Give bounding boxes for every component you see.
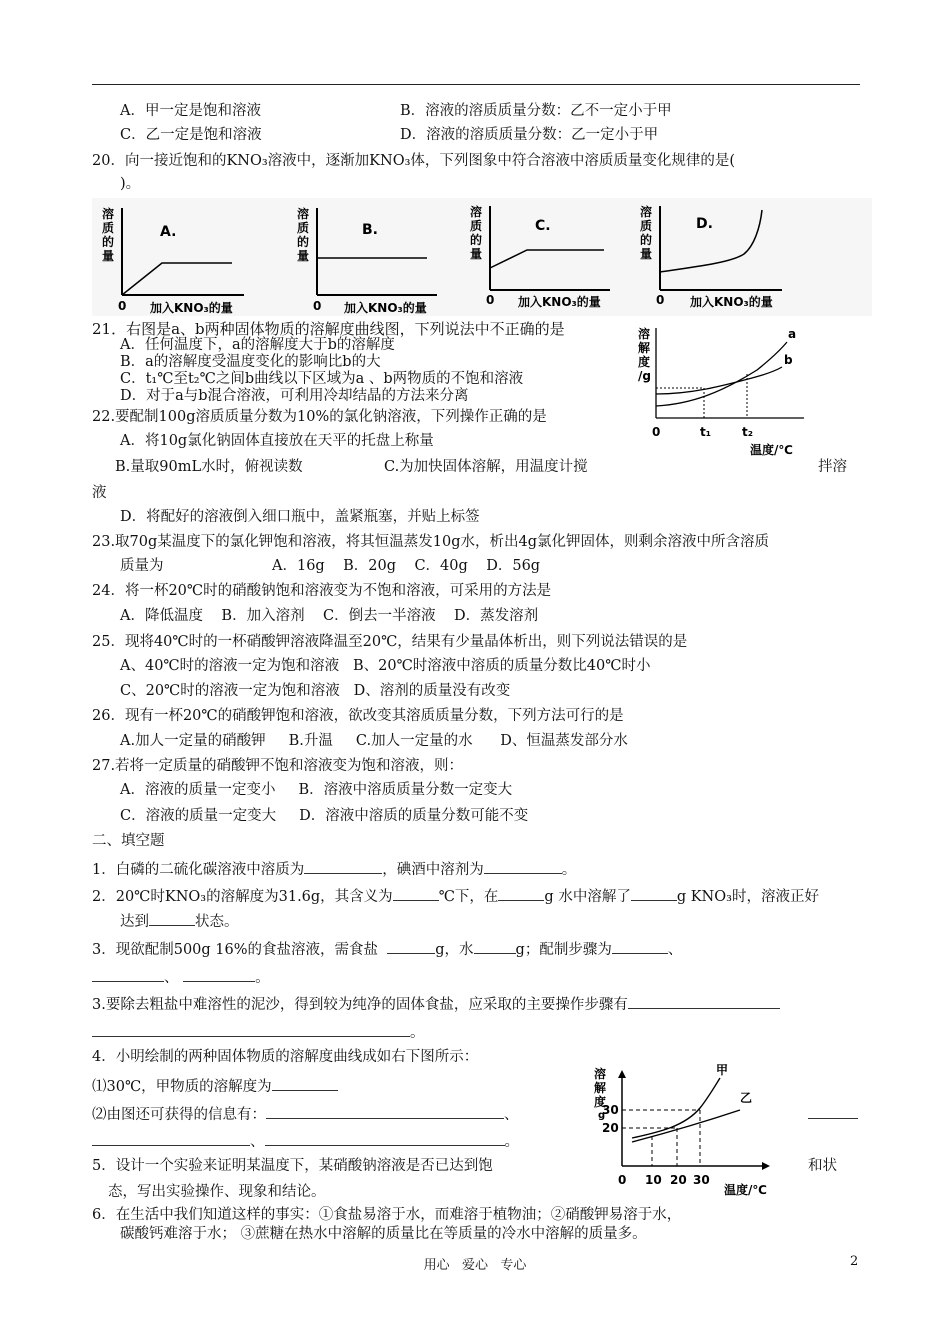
blank[interactable] xyxy=(92,966,164,982)
blank[interactable] xyxy=(484,858,562,874)
f4-ylabel-1: 解 xyxy=(594,1081,607,1095)
blank[interactable] xyxy=(808,1103,858,1119)
fill-5: 5．设计一个实验来证明某温度下，某硝酸钠溶液是否已达到饱 xyxy=(92,1158,493,1174)
graph-a-ylabel-2: 的 xyxy=(102,235,115,249)
graph-a-origin: 0 xyxy=(118,299,127,313)
q25-line1: A、40℃时的溶液一定为饱和溶液 B、20℃时溶液中溶质的质量分数比40℃时小 xyxy=(120,658,651,674)
q24-options: A．降低温度 B．加入溶剂 C．倒去一半溶液 D．蒸发溶剂 xyxy=(120,608,539,624)
graph-d-xlabel: 加入KNO₃的量 xyxy=(690,295,773,309)
fill-6: 6．在生活中我们知道这样的事实：①食盐易溶于水，而难溶于植物油；②硝酸钾易溶于水， xyxy=(92,1207,682,1223)
fill-6-cont: 碳酸钙难溶于水； ③蔗糖在热水中溶解的质量比在等质量的冷水中溶解的质量多。 xyxy=(120,1226,647,1242)
blank[interactable] xyxy=(498,885,544,901)
fill-4-stem: 4．小明绘制的两种固体物质的溶解度曲线成如右下图所示： xyxy=(92,1049,479,1065)
blank[interactable] xyxy=(631,885,677,901)
q27-line1: A．溶液的质量一定变小 B．溶液中溶质质量分数一定变大 xyxy=(120,782,513,798)
q21-solubility-chart xyxy=(632,322,812,462)
q21-ylabel-3: /g xyxy=(638,369,651,383)
q21-t2: t₂ xyxy=(742,425,753,439)
q21-xlabel: 温度/℃ xyxy=(750,443,793,457)
graph-c-ylabel-1: 质 xyxy=(470,219,483,233)
f4-xtick-10: 10 xyxy=(645,1173,662,1187)
graph-c-xlabel: 加入KNO₃的量 xyxy=(518,295,601,309)
fill-5-end: 和状 xyxy=(808,1158,837,1174)
graph-d-origin: 0 xyxy=(656,293,665,307)
q26-options: A.加人一定量的硝酸钾 B.升温 C.加人一定量的水 D、恒温蒸发部分水 xyxy=(120,733,628,749)
blank[interactable] xyxy=(265,1130,505,1146)
q23-stem: 23.取70g某温度下的氯化钾饱和溶液，将其恒温蒸发10g水，析出4g氯化钾固体，则剩余溶液中所含溶质 xyxy=(92,534,770,550)
f4-ytick-20: 20 xyxy=(602,1121,619,1135)
graph-c-ylabel-2: 的 xyxy=(470,233,483,247)
blank[interactable] xyxy=(266,1103,504,1119)
fill-4-p1: ⑴30℃，甲物质的溶解度为 xyxy=(92,1075,338,1097)
q26-stem: 26．现有一杯20℃的硝酸钾饱和溶液，欲改变其溶质质量分数，下列方法可行的是 xyxy=(92,708,624,724)
f4-ylabel-2: 度 xyxy=(594,1095,607,1109)
graph-b-ylabel-1: 质 xyxy=(297,221,310,235)
fill-5-cont: 态，写出实验操作、现象和结论。 xyxy=(108,1184,326,1200)
q19-option-d: D．溶液的溶质质量分数：乙一定小于甲 xyxy=(400,127,659,143)
q21-ylabel-1: 解 xyxy=(638,341,651,355)
fill-1: 1．白磷的二硫化碳溶液中溶质为 ，碘酒中溶剂为 。 xyxy=(92,858,576,880)
graph-b-origin: 0 xyxy=(313,299,322,313)
graph-a-ylabel-3: 量 xyxy=(102,249,115,263)
blank[interactable] xyxy=(92,1021,410,1037)
q22-stem: 22.要配制100g溶质质量分数为10%的氯化钠溶液，下列操作正确的是 xyxy=(92,409,547,425)
blank[interactable] xyxy=(393,885,439,901)
q22-option-d: D．将配好的溶液倒入细口瓶中，盖紧瓶塞，并贴上标签 xyxy=(120,509,480,525)
page-footer: 用心 爱心 专心 xyxy=(423,1258,527,1273)
q21-origin: 0 xyxy=(652,425,661,439)
q19-option-b: B．溶液的溶质质量分数：乙不一定小于甲 xyxy=(400,103,672,119)
fill-4-p2-cont: 、 。 xyxy=(92,1130,519,1152)
q21-t1: t₁ xyxy=(700,425,711,439)
fill-3: 3．现欲配制500g 16%的食盐溶液，需食盐 g，水 g；配制步骤为 、 xyxy=(92,938,682,960)
q22-option-c-wrap: 液 xyxy=(92,485,107,501)
fill-3b: 3.要除去粗盐中难溶性的泥沙，得到较为纯净的固体食盐，应采取的主要操作步骤有 xyxy=(92,993,780,1015)
q22-option-c-end: 拌溶 xyxy=(818,459,847,475)
q21-stem: 21．右图是a、b两种固体物质的溶解度曲线图，下列说法中不正确的是 xyxy=(92,320,565,338)
q21-option-c: C．t₁℃至t₂℃之间b曲线以下区域为a 、b两物质的不饱和溶液 xyxy=(120,371,524,387)
graph-a-ylabel-1: 质 xyxy=(102,221,115,235)
q20-stem-end: )。 xyxy=(120,176,141,192)
q20-graphs xyxy=(92,198,872,316)
q24-stem: 24．将一杯20℃时的硝酸钠饱和溶液变为不饱和溶液，可采用的方法是 xyxy=(92,583,552,599)
fill-2-cont: 达到 状态。 xyxy=(120,910,239,932)
q21-ylabel-0: 溶 xyxy=(638,327,651,341)
graph-d-ylabel-1: 质 xyxy=(640,219,653,233)
q20-stem: 20．向一接近饱和的KNO₃溶液中，逐渐加KNO₃体，下列图象中符合溶液中溶质质量变化规律的是( xyxy=(92,153,736,169)
q19-option-c: C．乙一定是饱和溶液 xyxy=(120,127,262,143)
page-number: 2 xyxy=(850,1254,859,1269)
graph-c-letter: C. xyxy=(535,218,551,234)
f4-curve2-label: 乙 xyxy=(740,1091,753,1105)
q22-option-b: B.量取90mL水时，俯视读数 xyxy=(115,459,303,475)
graph-c-origin: 0 xyxy=(486,293,495,307)
q21-option-a: A．任何温度下，a的溶解度大于b的溶解度 xyxy=(120,337,395,353)
q23-stem-end: 质量为 xyxy=(120,558,164,574)
q21-curve-a-label: a xyxy=(788,327,797,341)
f4-xlabel: 温度/℃ xyxy=(724,1183,767,1197)
q27-stem: 27.若将一定质量的硝酸钾不饱和溶液变为饱和溶液，则： xyxy=(92,758,464,774)
blank[interactable] xyxy=(272,1075,338,1091)
blank[interactable] xyxy=(92,1130,250,1146)
q25-stem: 25．现将40℃时的一杯硝酸钾溶液降温至20℃，结果有少量晶体析出，则下列说法错误的是 xyxy=(92,634,688,650)
q27-line2: C．溶液的质量一定变大 D．溶液中溶质的质量分数可能不变 xyxy=(120,808,529,824)
blank[interactable] xyxy=(149,910,195,926)
f4-ylabel-3: g xyxy=(598,1110,606,1121)
f4-solubility-chart xyxy=(590,1058,800,1198)
graph-b-ylabel-0: 溶 xyxy=(297,207,310,221)
q21-ylabel-2: 度 xyxy=(638,355,651,369)
blank[interactable] xyxy=(304,858,382,874)
q21-option-b: B．a的溶解度受温度变化的影响比b的大 xyxy=(120,354,381,370)
fill-2: 2．20℃时KNO₃的溶解度为31.6g，其含义为 ℃下，在 g 水中溶解了 g KNO₃时，溶液正好 xyxy=(92,885,819,907)
header-rule xyxy=(92,84,860,85)
graph-b-ylabel-3: 量 xyxy=(297,249,310,263)
f4-xtick-20: 20 xyxy=(670,1173,687,1187)
fill-3b-cont: 。 xyxy=(92,1021,425,1043)
blank[interactable] xyxy=(183,966,255,982)
graph-d-letter: D. xyxy=(696,216,713,232)
graph-d-ylabel-0: 溶 xyxy=(640,205,653,219)
graph-a-xlabel: 加入KNO₃的量 xyxy=(150,301,233,315)
q23-options: A．16g B．20g C．40g D．56g xyxy=(272,558,541,574)
q25-line2: C、20℃时的溶液一定为饱和溶液 D、溶剂的质量没有改变 xyxy=(120,683,511,699)
graph-c-ylabel-0: 溶 xyxy=(470,205,483,219)
graph-a-ylabel-0: 溶 xyxy=(102,207,115,221)
blank[interactable] xyxy=(474,938,516,954)
graph-b-letter: B. xyxy=(362,222,378,238)
f4-ylabel-0: 溶 xyxy=(594,1067,607,1081)
fill-3-cont: 、 。 xyxy=(92,966,270,988)
graph-d-ylabel-3: 量 xyxy=(640,247,653,261)
graph-a-letter: A. xyxy=(160,224,177,240)
fill-4-p2: ⑵由图还可获得的信息有： 、 xyxy=(92,1103,519,1125)
f4-xtick-30: 30 xyxy=(693,1173,710,1187)
q22-option-c: C.为加快固体溶解，用温度计搅 xyxy=(384,459,588,475)
q19-option-a: A．甲一定是饱和溶液 xyxy=(120,103,261,119)
q21-curve-b-label: b xyxy=(784,353,793,367)
blank[interactable] xyxy=(387,938,435,954)
graph-c-ylabel-3: 量 xyxy=(470,247,483,261)
f4-curve1-label: 甲 xyxy=(716,1063,729,1077)
q22-option-a: A．将10g氯化钠固体直接放在天平的托盘上称量 xyxy=(120,433,434,449)
graph-b-ylabel-2: 的 xyxy=(297,235,310,249)
graph-b-xlabel: 加入KNO₃的量 xyxy=(344,301,427,315)
section-title: 二、填空题 xyxy=(92,833,165,849)
f4-ytick-30: 30 xyxy=(602,1103,619,1117)
q21-option-d: D．对于a与b混合溶液，可利用冷却结晶的方法来分离 xyxy=(120,388,469,404)
blank[interactable] xyxy=(612,938,668,954)
f4-xtick-0: 0 xyxy=(618,1173,627,1187)
fill-4-p2-right xyxy=(808,1103,858,1125)
blank[interactable] xyxy=(628,993,780,1009)
graph-d-ylabel-2: 的 xyxy=(640,233,653,247)
